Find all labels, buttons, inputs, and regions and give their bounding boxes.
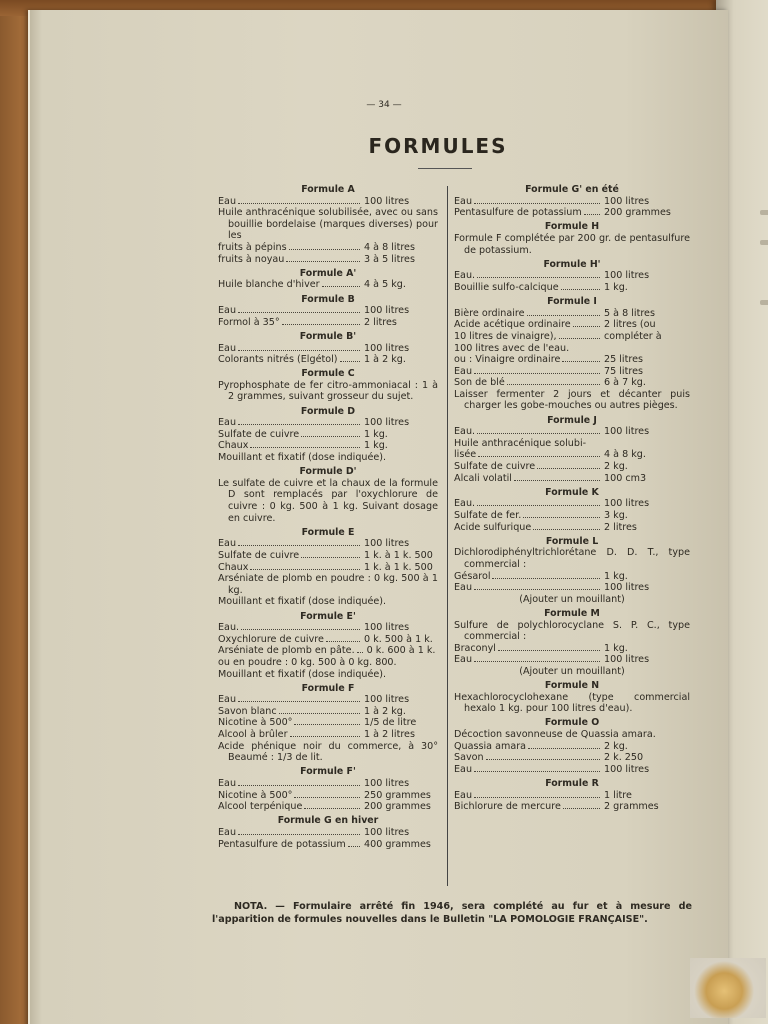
ingredient-row [218,417,438,429]
formula-heading: Formule C [301,368,355,380]
ingredient-row [218,801,438,813]
ingredient-name: Eau [454,365,473,377]
ingredient-name: Eau. [218,622,240,634]
ingredient-row [454,354,690,366]
ingredient-quantity: 100 litres [604,498,650,510]
ingredient-quantity: 100 litres [364,305,410,317]
formula-text: Décoction savonneuse de Quassia amara. [454,729,656,741]
ingredient-name: Eau [218,694,237,706]
ingredient-name: Eau [454,654,473,666]
dot-leader [573,326,600,327]
ingredient-name: Chaux [218,561,249,573]
formula-heading: Formule O [544,717,600,729]
ingredient-quantity: 100 litres [364,195,410,207]
formula-section [218,815,438,850]
dot-leader [301,436,360,437]
dot-leader [238,424,360,425]
dot-leader [340,361,360,362]
ingredient-quantity: 400 grammes [364,838,431,850]
ingredient-quantity: 3 à 5 litres [364,253,415,265]
ingredient-row [454,790,690,802]
ingredient-quantity: 25 litres [604,354,643,366]
ingredient-row [454,449,690,461]
ingredient-quantity: 1 à 2 kg. [364,705,406,717]
ingredient-name: Sulfate de cuivre [218,549,300,561]
dot-leader [238,785,360,786]
ingredient-quantity: 2 k. 250 [604,752,644,764]
ingredient-quantity: 100 litres [364,778,410,790]
ingredient-row [454,196,690,208]
ingredient-row [218,354,438,366]
dot-leader [238,203,360,204]
ingredient-row [454,498,690,510]
formula-text: Mouillant et fixatif (dose indiquée). [218,596,387,608]
ingredient-row [454,282,690,294]
ingredient-quantity: 1 kg. [604,642,628,654]
formula-section [454,717,690,775]
ingredient-row [454,752,690,764]
ingredient-name: fruits à noyau [218,253,285,265]
dot-leader [474,771,600,772]
ingredient-name: Alcool à brûler [218,729,288,741]
formula-section [218,466,438,524]
formula-text: Mouillant et fixatif (dose indiquée). [218,452,387,464]
formula-section [218,184,438,265]
formula-heading: Formule R [545,778,599,790]
formula-text: Huile anthracénique solubi- [454,437,587,449]
ingredient-name: Eau [454,763,473,775]
ingredient-quantity: 200 grammes [604,207,671,219]
centered-note: (Ajouter un mouillant) [519,593,625,605]
faint-text [760,300,768,305]
ingredient-quantity: 100 litres [364,342,410,354]
dot-leader [474,373,600,374]
dot-leader [238,701,360,702]
formula-section [454,680,690,715]
dot-leader [563,808,600,809]
formula-section [454,296,690,412]
dot-leader [584,214,600,215]
formula-section [454,415,690,485]
formula-heading: Formule J [547,414,597,426]
ingredient-name: Savon blanc [218,705,277,717]
ingredient-quantity: 2 grammes [604,801,659,813]
ingredient-quantity: 100 cm3 [604,472,647,484]
dot-leader [286,261,360,262]
formula-section [218,406,438,464]
ingredient-quantity: 1/5 de litre [364,717,417,729]
dot-leader [290,736,360,737]
formula-heading: Formule G en hiver [277,815,379,827]
formula-text: Laisser fermenter 2 jours et décanter puis charger les gobe-mouches ou autres pièges. [454,388,690,412]
ingredient-row [218,550,438,562]
dot-leader [477,433,600,434]
dot-leader [486,759,600,760]
ingredient-name: fruits à pépins [218,241,287,253]
formula-section [218,331,438,366]
ingredient-row [454,510,690,522]
formula-heading: Formule F' [300,766,356,778]
ingredient-name: Nicotine à 500° [218,789,293,801]
formula-heading: Formule B [301,293,355,305]
formula-section [218,766,438,812]
ingredient-name: Formol à 35° [218,316,280,328]
faint-text [760,240,768,245]
ingredient-quantity: 6 à 7 kg. [604,377,646,389]
dot-leader [304,808,360,809]
formula-text: 100 litres avec de l'eau. [454,342,570,354]
ingredient-name: Bichlorure de mercure [454,801,561,813]
ingredient-row [454,207,690,219]
dot-leader [250,569,360,570]
ingredient-row [218,538,438,550]
dot-leader [562,361,600,362]
formula-section [454,608,690,678]
ingredient-row [218,254,438,266]
formula-text: Mouillant et fixatif (dose indiquée). [218,668,387,680]
ingredient-quantity: 2 litres (ou [604,319,656,331]
ingredient-quantity: 4 à 5 kg. [364,279,406,291]
ingredient-name: Arséniate de plomb en pâte. [218,645,355,657]
formula-heading: Formule D [300,405,356,417]
formula-text: Dichlorodiphényltrichlorétane D. D. T., type commercial : [454,547,690,570]
dot-leader [533,529,600,530]
ingredient-quantity: 1 k. à 1 k. 500 [364,549,433,561]
ingredient-row [454,741,690,753]
formula-heading: Formule M [544,607,600,619]
ingredient-row [454,270,690,282]
formula-section [218,683,438,764]
centered-note: (Ajouter un mouillant) [519,665,625,677]
formula-heading: Formule E' [300,610,356,622]
ingredient-name: Gésarol [454,570,491,582]
ingredient-row [454,319,690,331]
dot-leader [559,338,600,339]
formula-text: Formule F complétée par 200 gr. de pentasulfure de potassium. [454,232,690,256]
ingredient-quantity: 1 à 2 kg. [364,354,406,366]
ingredient-name: Nicotine à 500° [218,717,293,729]
ingredient-name: Huile blanche d'hiver [218,279,320,291]
dot-leader [322,286,360,287]
ingredient-quantity: 2 litres [604,521,637,533]
ingredient-quantity: 1 kg. [604,570,628,582]
dot-leader [279,713,360,714]
page-number: — 34 — [366,100,402,110]
ingredient-quantity: 100 litres [364,694,410,706]
ingredient-name: Son de blé [454,377,505,389]
dot-leader [507,384,600,385]
ingredient-quantity: 100 litres [604,582,650,594]
ingredient-name: Alcool terpénique [218,801,303,813]
ingredient-name: Acide acétique ordinaire [454,319,571,331]
ingredient-quantity: 100 litres [364,417,410,429]
ingredient-name: Eau [218,778,237,790]
dot-leader [348,846,360,847]
ingredient-row [218,729,438,741]
formula-section [218,368,438,403]
ingredient-quantity: 4 à 8 kg. [604,449,646,461]
formula-text: Huile anthracénique solubilisée, avec ou sans bouillie bordelaise (marques diverses) pour les [218,207,438,242]
ingredient-quantity: 0 k. 600 à 1 k. [366,645,436,657]
ingredient-row [454,801,690,813]
dot-leader [477,505,600,506]
dot-leader [474,797,600,798]
dot-leader [250,447,360,448]
ingredient-row [218,343,438,355]
formula-heading: Formule A [301,184,355,195]
dot-leader [301,557,360,558]
formula-heading: Formule F [301,682,355,694]
ingredient-name: Eau. [454,270,476,282]
formula-heading: Formule H' [543,258,601,270]
formula-heading: Formule I [547,296,597,308]
ingredient-name: Eau. [454,498,476,510]
ingredient-row [454,654,690,666]
ingredient-name: Eau [454,789,473,801]
dot-leader [238,350,360,351]
column-divider [447,186,448,886]
formula-text: Acide phénique noir du commerce, à 30° Beaumé : 1/3 de lit. [218,740,438,764]
ingredient-row [218,622,438,634]
dot-leader [514,480,600,481]
ingredient-name: Eau [218,305,237,317]
ingredient-name: Sulfate de fer. [454,510,522,521]
ingredient-row [218,706,438,718]
ingredient-row [218,694,438,706]
ingredient-quantity: 1 k. à 1 k. 500 [364,561,433,573]
ingredient-name: Eau [218,827,237,838]
ingredient-name: Eau [218,538,237,550]
ingredient-quantity: 3 kg. [604,510,628,521]
formula-section [218,294,438,329]
formula-text: Hexachlorocyclohexane (type commercial hexalo 1 kg. pour 100 litres d'eau). [454,691,690,715]
ingredient-quantity: 100 litres [364,827,410,838]
dot-leader [474,203,600,204]
ingredient-quantity: 5 à 8 litres [604,307,655,319]
formula-section [454,536,690,606]
dot-leader [523,517,600,518]
ingredient-quantity: 1 kg. [364,428,388,440]
ingredient-name: Bouillie sulfo-calcique [454,281,559,293]
ingredient-row [218,440,438,452]
ingredient-row [218,717,438,729]
ingredient-name: Alcali volatil [454,472,512,484]
ingredient-name: Pentasulfure de potassium [218,838,346,850]
faint-text [760,210,768,215]
ingredient-name: Colorants nitrés (Elgétol) [218,354,338,366]
dot-leader [537,468,600,469]
ingredient-row [454,461,690,473]
dot-leader [527,315,601,316]
ingredient-name: Chaux [218,440,249,452]
formula-heading: Formule G' en été [525,184,619,195]
ingredient-quantity: 1 litre [604,789,632,801]
dot-leader [238,312,360,313]
formula-text: Le sulfate de cuivre et la chaux de la formule D sont remplacés par l'oxychlorure de cuivre : 0 kg. 500 à 1 kg. Suivant dosage en cuivre. [218,477,438,524]
ingredient-row [454,764,690,776]
dot-leader [238,834,360,835]
ingredient-row [218,279,438,291]
ingredient-name: 10 litres de vinaigre), [454,330,557,342]
ingredient-quantity: 1 à 2 litres [364,729,415,741]
ingredient-name: Sulfate de cuivre [454,461,536,473]
dot-leader [282,324,360,325]
ingredient-name: Eau [218,342,237,354]
ingredient-quantity: 4 à 8 litres [364,241,415,253]
dot-leader [326,641,360,642]
ingredient-name: Savon [454,752,484,764]
ingredient-quantity: 2 litres [364,316,397,328]
formula-text: ou en poudre : 0 kg. 500 à 0 kg. 800. [218,656,397,668]
dot-leader [561,289,600,290]
ingredient-quantity: compléter à [604,330,662,342]
formula-heading: Formule B' [299,330,357,342]
ingredient-row [454,473,690,485]
dot-leader [357,652,363,653]
ingredient-name: Oxychlorure de cuivre [218,633,324,645]
formula-text: Pyrophosphate de fer citro-ammoniacal : 1 à 2 grammes, suivant grosseur du sujet. [218,379,438,403]
ingredient-quantity: 0 k. 500 à 1 k. [364,633,433,645]
dot-leader [294,724,360,725]
ingredient-name: lisée [454,449,477,461]
ingredient-quantity: 1 kg. [604,281,628,293]
ingredient-name: Eau [454,195,473,207]
ingredient-name: Eau [454,582,473,594]
ingredient-quantity: 100 litres [604,270,650,282]
ingredient-quantity: 100 litres [364,538,410,550]
ingredient-name: Bière ordinaire [454,307,525,319]
ingredient-row [218,317,438,329]
formula-section [218,611,438,681]
formula-heading: Formule H [544,221,600,233]
ingredient-quantity: 100 litres [604,426,650,438]
formula-heading: Formule K [545,486,599,498]
nota-footnote: NOTA. — Formulaire arrêté fin 1946, sera complété au fur et à mesure de l'apparition de formules nouvelles dans le Bulletin "LA POMOLOGIE FRANÇAISE". [212,901,692,925]
ingredient-row [454,366,690,378]
ingredient-row [218,778,438,790]
dot-leader [528,748,600,749]
dot-leader [477,277,600,278]
ingredient-row [218,839,438,851]
ingredient-quantity: 2 kg. [604,461,628,473]
formula-section [218,268,438,291]
ingredient-name: Sulfate de cuivre [218,428,300,440]
ingredient-row [218,562,438,574]
dot-leader [294,797,360,798]
ingredient-name: Eau. [454,426,476,438]
ingredient-row [454,426,690,438]
formula-heading: Formule L [545,535,599,547]
formula-section [454,184,690,219]
ingredient-row [218,242,438,254]
ingredient-row [454,643,690,655]
ingredient-name: Quassia amara [454,740,527,752]
ingredient-row [454,308,690,320]
page-title: FORMULES [368,134,508,158]
ingredient-row [454,377,690,389]
ingredient-quantity: 100 litres [604,654,650,666]
formula-heading: Formule A' [299,267,357,279]
formula-section [454,487,690,533]
ingredient-quantity: 75 litres [604,365,643,377]
ingredient-row [454,571,690,583]
ingredient-quantity: 2 kg. [604,740,628,752]
ingredient-row [454,331,690,343]
right-column [454,184,690,813]
ingredient-name: Pentasulfure de potassium [454,207,582,219]
dot-leader [478,456,600,457]
formula-section [454,221,690,256]
formula-section [454,778,690,813]
ingredient-quantity: 1 kg. [364,440,388,452]
left-column [218,184,438,850]
title-underline [418,168,472,169]
dot-leader [474,589,600,590]
dot-leader [474,661,600,662]
dot-leader [498,650,600,651]
ingredient-quantity: 100 litres [364,622,410,634]
ingredient-quantity: 100 litres [604,763,650,775]
formula-section [218,527,438,608]
ingredient-quantity: 250 grammes [364,789,431,801]
formula-text: Arséniate de plomb en poudre : 0 kg. 500 à 1 kg. [218,573,438,596]
ingredient-row [218,645,438,657]
dot-leader [492,578,600,579]
ingredient-name: Braconyl [454,642,496,654]
ingredient-row [218,429,438,441]
ingredient-quantity: 100 litres [604,195,650,207]
ingredient-row [218,827,438,839]
formula-section [454,259,690,294]
ingredient-name: Eau [218,417,237,429]
ingredient-quantity: 200 grammes [364,801,431,813]
ingredient-row [454,582,690,594]
ingredient-name: ou : Vinaigre ordinaire [454,354,561,366]
formula-heading: Formule D' [299,466,357,478]
formula-heading: Formule N [544,680,600,692]
ingredient-row [218,196,438,208]
ingredient-name: Eau [218,195,237,207]
dot-leader [238,545,360,546]
dot-leader [289,249,360,250]
thumbnail-image [690,958,766,1018]
ingredient-row [218,305,438,317]
ingredient-row [454,522,690,534]
formula-heading: Formule E [301,526,355,538]
ingredient-name: Acide sulfurique [454,521,532,533]
dot-leader [241,629,360,630]
ingredient-row [218,790,438,802]
formula-text: Sulfure de polychlorocyclane S. P. C., type commercial : [454,619,690,643]
ingredient-row [218,634,438,646]
